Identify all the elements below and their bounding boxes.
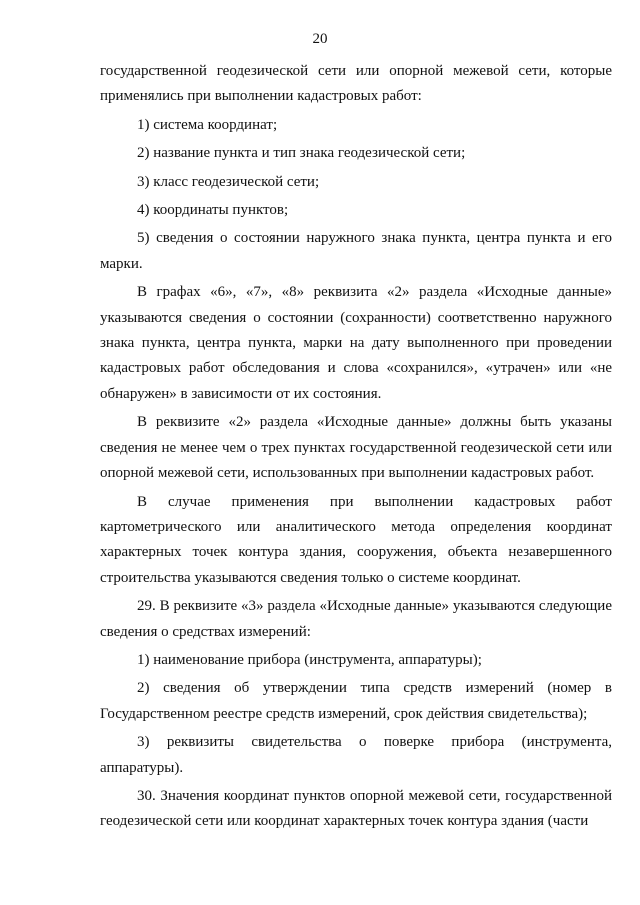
paragraph-item-29: 29. В реквизите «3» раздела «Исходные данные» указываются следующие сведения о средствах измерений: — [100, 598, 612, 640]
page-number: 20 — [312, 31, 328, 47]
list-item-verification-certificate: 3) реквизиты свидетельства о поверке прибора (инструмента, аппаратуры). — [100, 734, 612, 776]
paragraph-continuation: государственной геодезической сети или опорной межевой сети, которые применялись при выполнении кадастровых работ: — [100, 63, 612, 105]
list-item-type-approval: 2) сведения об утверждении типа средств измерений (номер в Государственном реестре средств измерений, срок действия свидетельства); — [100, 680, 612, 722]
list-item-device-name: 1) наименование прибора (инструмента, аппаратуры); — [137, 651, 482, 668]
list-item-point-name: 2) название пункта и тип знака геодезической сети; — [137, 145, 466, 162]
paragraph-columns-6-7-8: В графах «6», «7», «8» реквизита «2» раздела «Исходные данные» указываются сведения о состоянии (сохранности) соответственно наружного знака пункта, центра пункта, марки на дату выполненного при проведении кадастровых работ обследования и слова «сохранился», «утрачен» или «не обнаружен» в зависимости от их состояния. — [100, 284, 612, 402]
document-body — [100, 59, 612, 835]
list-item-point-coordinates: 4) координаты пунктов; — [137, 202, 289, 219]
list-item-network-class: 3) класс геодезической сети; — [137, 173, 320, 190]
list-item-coordinate-system: 1) система координат; — [137, 116, 278, 133]
paragraph-cartometric-method: В случае применения при выполнении кадастровых работ картометрического или аналитического метода определения координат характерных точек контура здания, сооружения, объекта незавершенного строительства указываются сведения только о системе координат. — [100, 493, 612, 586]
paragraph-item-30: 30. Значения координат пунктов опорной межевой сети, государственной геодезической сети или координат характерных точек контура здания (части — [100, 787, 612, 830]
list-item-sign-condition: 5) сведения о состоянии наружного знака пункта, центра пункта и его марки. — [100, 230, 612, 272]
paragraph-three-points: В реквизите «2» раздела «Исходные данные» должны быть указаны сведения не менее чем о трех пунктах государственной геодезической сети или опорной межевой сети, использованных при выполнении кадастровых работ. — [100, 414, 612, 482]
